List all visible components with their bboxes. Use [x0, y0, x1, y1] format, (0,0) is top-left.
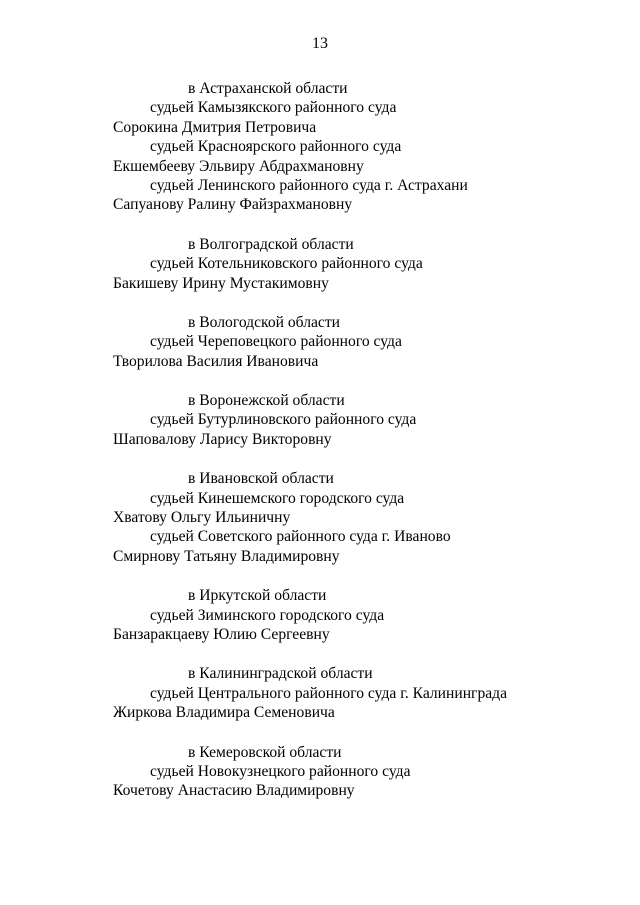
- region-section: [0, 743, 640, 801]
- judge-name: Кочетову Анастасию Владимировну: [113, 782, 355, 800]
- court-line: судьей Череповецкого районного суда: [150, 333, 402, 351]
- region-section: [0, 586, 640, 644]
- region-section: [0, 313, 640, 371]
- judge-name: Хватову Ольгу Ильиничну: [113, 509, 291, 527]
- court-line: судьей Ленинского районного суда г. Астрахани: [150, 176, 468, 194]
- region-section: [0, 391, 640, 449]
- judge-name: Екшембееву Эльвиру Абдрахмановну: [113, 157, 364, 175]
- region-heading: в Воронежской области: [188, 392, 345, 410]
- region-heading: в Калининградской области: [188, 665, 373, 683]
- region-heading: в Ивановской области: [188, 470, 334, 488]
- court-line: судьей Камызякского районного суда: [150, 99, 397, 117]
- judge-name: Смирнову Татьяну Владимировну: [113, 547, 340, 565]
- judge-name: Сорокина Дмитрия Петровича: [113, 118, 317, 136]
- region-heading: в Вологодской области: [188, 313, 340, 331]
- judge-name: Творилова Василия Ивановича: [113, 352, 319, 370]
- court-line: судьей Центрального районного суда г. Калининграда: [150, 684, 508, 702]
- court-line: судьей Зиминского городского суда: [150, 606, 385, 624]
- region-heading: в Иркутской области: [188, 587, 327, 605]
- region-heading: в Кемеровской области: [188, 743, 342, 761]
- court-line: судьей Новокузнецкого районного суда: [150, 762, 411, 780]
- region-section: [0, 235, 640, 293]
- region-section: [0, 79, 640, 215]
- region-section: [0, 469, 640, 566]
- judge-name: Жиркова Владимира Семеновича: [113, 704, 335, 722]
- page-number: 13: [312, 35, 328, 52]
- region-heading: в Астраханской области: [188, 80, 348, 97]
- region-section: [0, 664, 640, 722]
- court-line: судьей Кинешемского городского суда: [150, 489, 405, 507]
- judge-name: Бакишеву Ирину Мустакимовну: [113, 274, 329, 292]
- court-line: судьей Советского районного суда г. Иваново: [150, 528, 451, 546]
- judge-name: Шаповалову Ларису Викторовну: [113, 430, 332, 448]
- court-line: судьей Красноярского районного суда: [150, 138, 402, 156]
- region-heading: в Волгоградской области: [188, 235, 354, 253]
- court-line: судьей Бутурлиновского районного суда: [150, 411, 417, 429]
- appointments-list: [0, 79, 640, 821]
- court-line: судьей Котельниковского районного суда: [150, 255, 423, 273]
- judge-name: Банзаракцаеву Юлию Сергеевну: [113, 625, 330, 643]
- judge-name: Сапуанову Ралину Файзрахмановну: [113, 196, 353, 214]
